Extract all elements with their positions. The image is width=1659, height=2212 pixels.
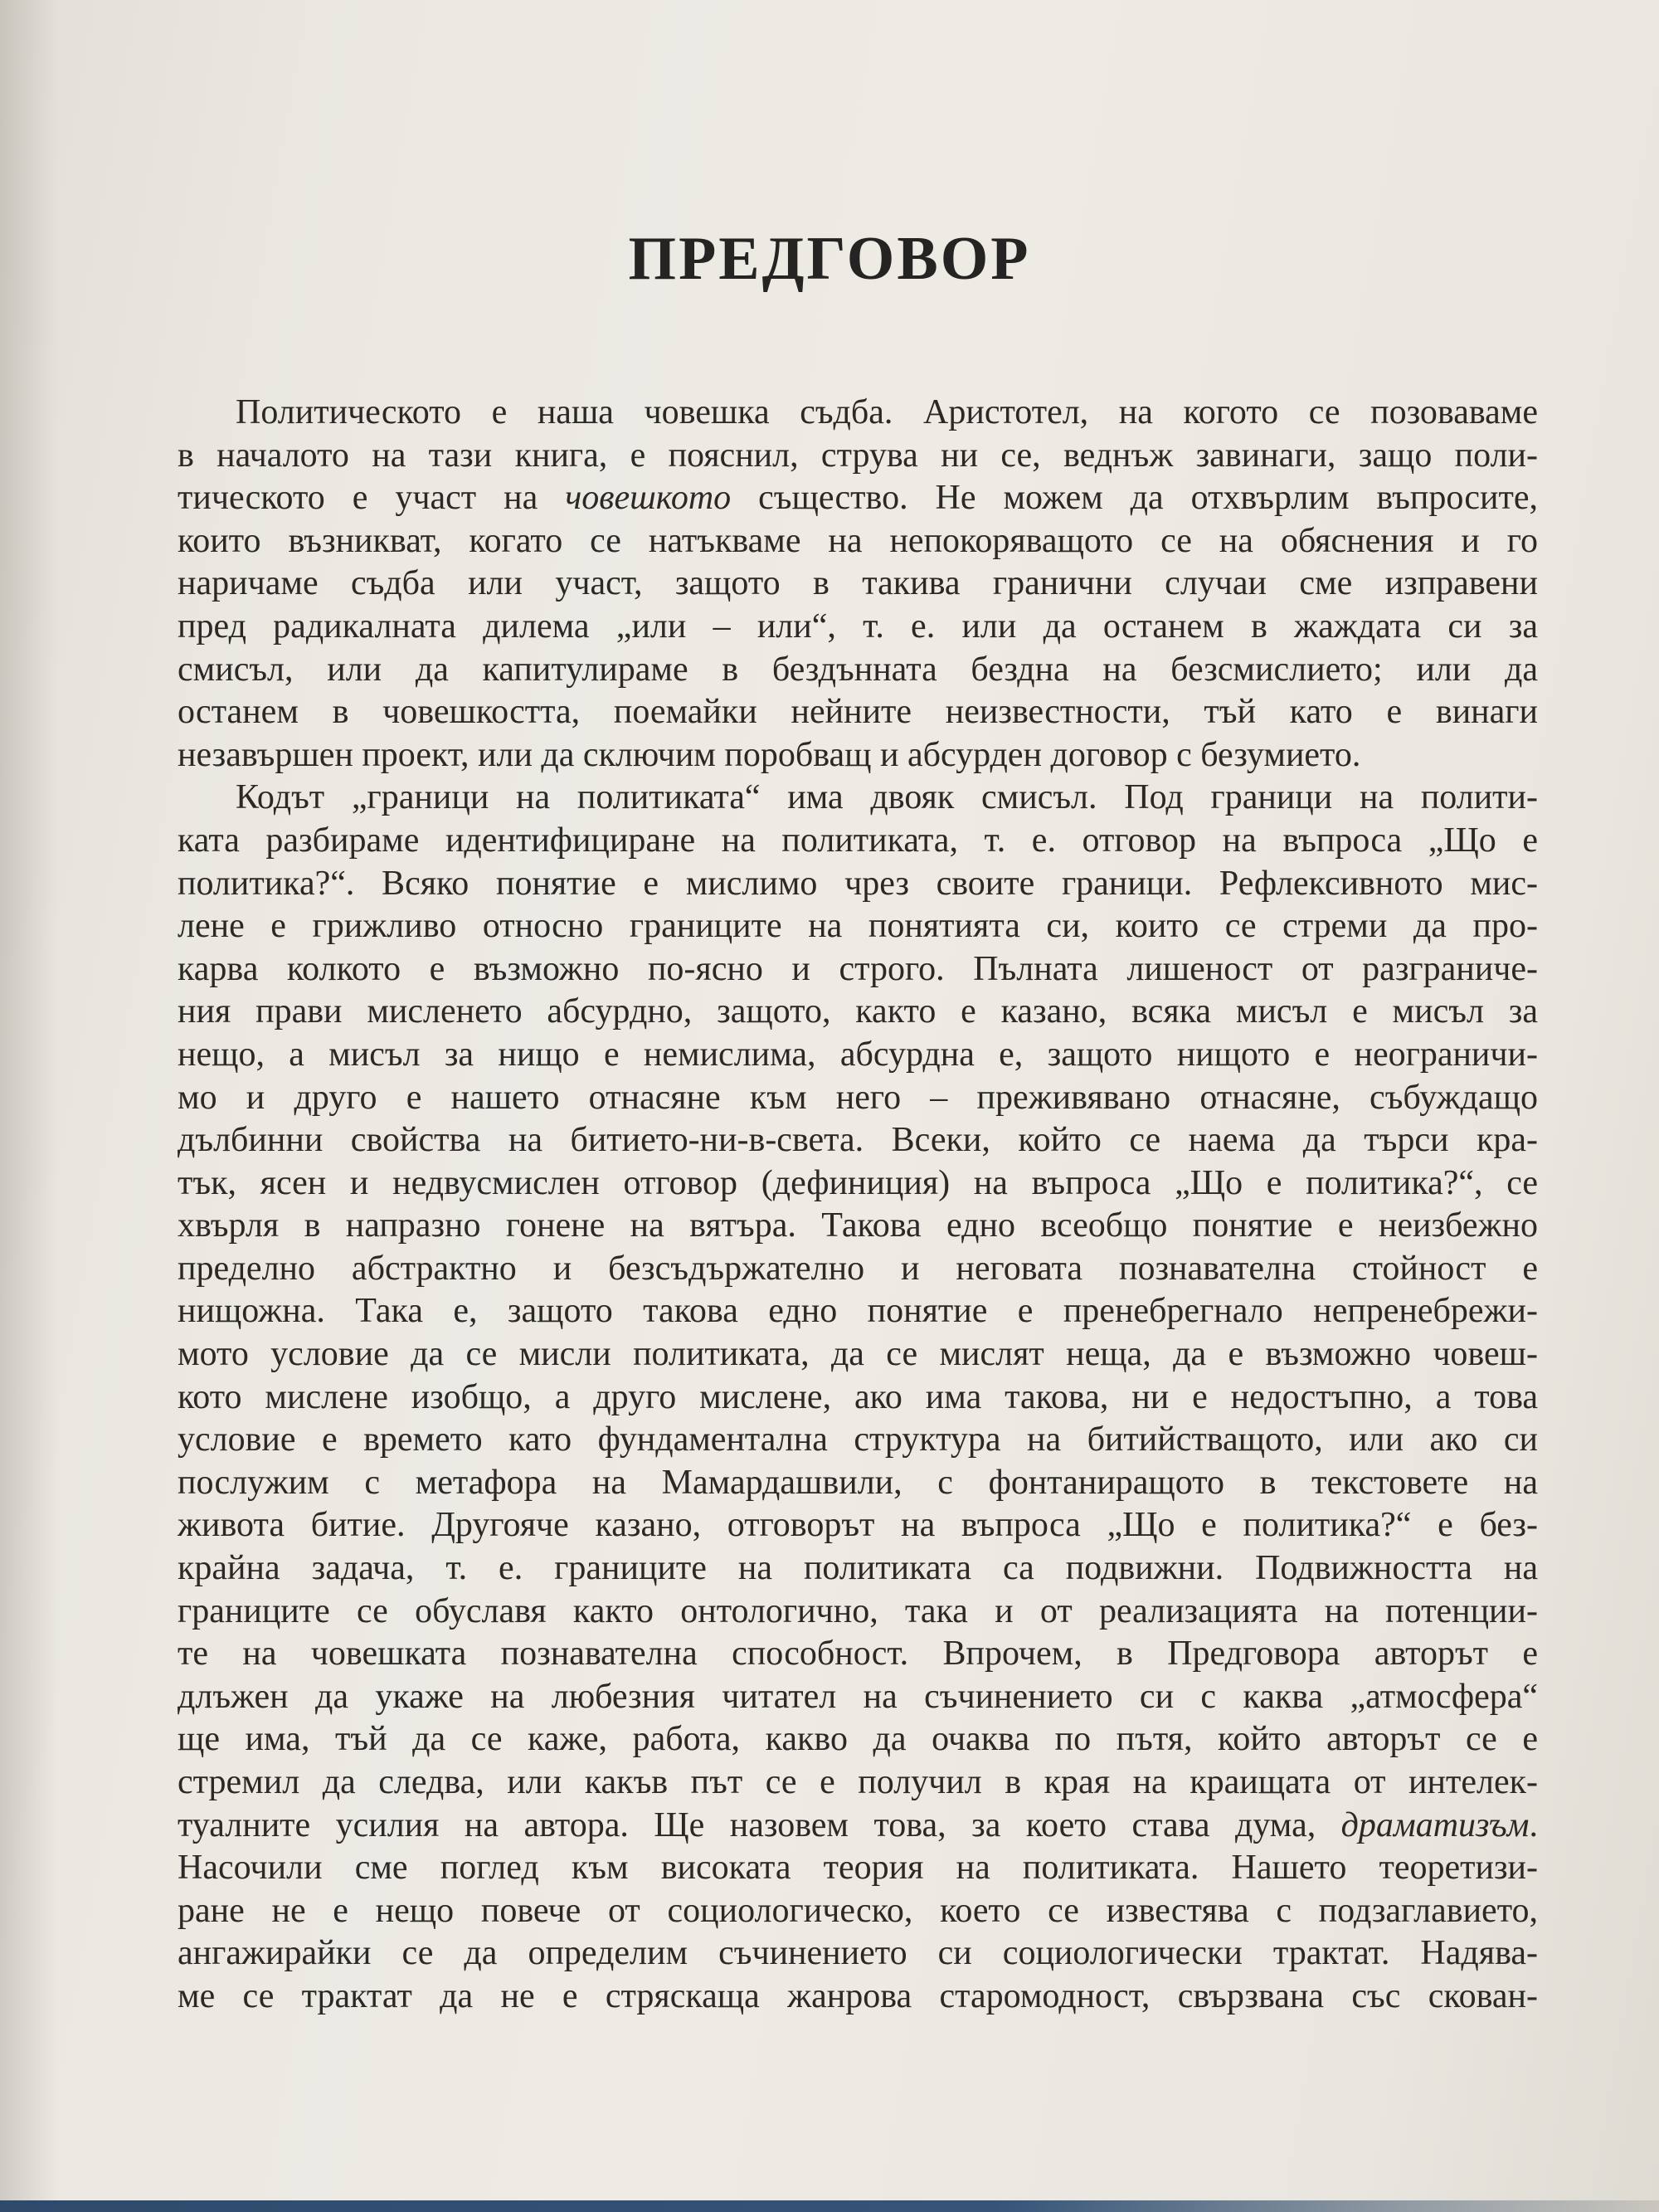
- text-line: нещо, а мисъл за нищо е немислима, абсурдна е, защото нищото е неограничи-: [178, 1035, 1538, 1074]
- book-cover-edge: [0, 2200, 1659, 2212]
- text-line: мото условие да се мисли политиката, да се мислят неща, да е възможно човеш-: [178, 1335, 1538, 1374]
- text-line: те на човешката познавателна способност. Впрочем, в Предговора авторът е: [178, 1635, 1538, 1674]
- text-line: тък, ясен и недвусмислен отговор (дефиниция) на въпроса „Що е политика?“, се: [178, 1163, 1538, 1202]
- text-line: нищожна. Така е, защото такова едно понятие е пренебрегнало непренебрежи-: [178, 1292, 1538, 1331]
- body-text: [178, 392, 1538, 2019]
- text-line: ния прави мисленето абсурдно, защото, както е казано, всяка мисъл е мисъл за: [178, 992, 1538, 1031]
- text-line: длъжен да укаже на любезния читател на съчинението си с каква „атмосфера“: [178, 1677, 1538, 1716]
- italic-term: драматизъм: [1340, 1805, 1530, 1844]
- text-line: [178, 1805, 1538, 1848]
- text-line: карва колкото е възможно по-ясно и строго. Пълната лишеност от разграниче-: [178, 949, 1538, 988]
- text-line: ката разбираме идентифициране на политиката, т. е. отговор на въпроса „Що е: [178, 821, 1538, 860]
- italic-term: човешкото: [565, 479, 732, 518]
- text-line: дълбинни свойства на битието-ни-в-света. Всеки, който се наема да търси кра-: [178, 1121, 1538, 1160]
- text-line: лене е грижливо относно границите на понятията си, които се стреми да про-: [178, 907, 1538, 946]
- text-line: ране не е нещо повече от социологическо, което се известява с подзаглавието,: [178, 1891, 1538, 1930]
- text-line: крайна задача, т. е. границите на политиката са подвижни. Подвижността на: [178, 1549, 1538, 1588]
- text-line: стремил да следва, или какъв път се е получил в края на краищата от интелек-: [178, 1763, 1538, 1801]
- text-line: мо и друго е нашето отнасяне към него – преживявано отнасяне, събуждащо: [178, 1078, 1538, 1117]
- text-line: в началото на тази книга, е пояснил, струва ни се, веднъж завинаги, защо поли-: [178, 436, 1538, 475]
- text-line: ме се трактат да не е стряскаща жанрова старомодност, свързвана със скован-: [178, 1976, 1538, 2015]
- text-line: пред радикалната дилема „или – или“, т. е. или да останем в жаждата си за: [178, 607, 1538, 646]
- text-line: кото мислене изобщо, а друго мислене, ако има такова, ни е недостъпно, а това: [178, 1377, 1538, 1416]
- text-line: [178, 477, 1538, 520]
- text-line: останем в човешкостта, поемайки нейните неизвестности, тъй като е винаги: [178, 693, 1538, 732]
- page-shadow: [0, 0, 58, 2212]
- text-line: пределно абстрактно и безсъдържателно и неговата познавателна стойност е: [178, 1249, 1538, 1288]
- text-line: незавършен проект, или да сключим поробващ и абсурден договор с безумието.: [178, 735, 1361, 774]
- text-line: ангажирайки се да определим съчинението си социологически трактат. Надява-: [178, 1934, 1538, 1973]
- text-segment: туалните усилия на автора. Ще назовем това, за което става дума,: [178, 1805, 1341, 1844]
- text-line: хвърля в напразно гонене на вятъра. Такова едно всеобщо понятие е неизбежно: [178, 1206, 1538, 1245]
- text-segment: същество. Не можем да отхвърлим въпросите,: [731, 479, 1539, 518]
- text-segment: тическото е участ на: [178, 479, 566, 518]
- text-line: които възникват, когато се натъкваме на непокоряващото се на обяснения и го: [178, 521, 1538, 560]
- text-line: наричаме съдба или участ, защото в такива гранични случаи сме изправени: [178, 564, 1538, 603]
- text-line: Насочили сме поглед към високата теория на политиката. Нашето теоретизи-: [178, 1849, 1538, 1888]
- text-line: послужим с метафора на Мамардашвили, с фонтаниращото в текстовете на: [178, 1463, 1538, 1502]
- text-line: политика?“. Всяко понятие е мислимо чрез своите граници. Рефлексивното мис-: [178, 864, 1538, 903]
- text-line: условие е времето като фундаментална структура на битийстващото, или ако си: [178, 1420, 1538, 1459]
- text-line: живота битие. Другояче казано, отговорът на въпроса „Що е политика?“ е без-: [178, 1506, 1538, 1545]
- text-line: смисъл, или да капитулираме в бездънната бездна на безсмислието; или да: [178, 650, 1538, 689]
- text-line: границите се обуславя както онтологично, така и от реализацията на потенции-: [178, 1591, 1538, 1630]
- text-line: Кодът „граници на политиката“ има двояк смисъл. Под граници на полити-: [236, 778, 1538, 817]
- text-line: Политическото е наша човешка съдба. Аристотел, на когото се позоваваме: [236, 393, 1538, 431]
- text-line: ще има, тъй да се каже, работа, какво да очаква по пътя, който авторът се е: [178, 1720, 1538, 1759]
- page-title: ПРЕДГОВОР: [628, 225, 1031, 293]
- text-segment: .: [1529, 1805, 1538, 1844]
